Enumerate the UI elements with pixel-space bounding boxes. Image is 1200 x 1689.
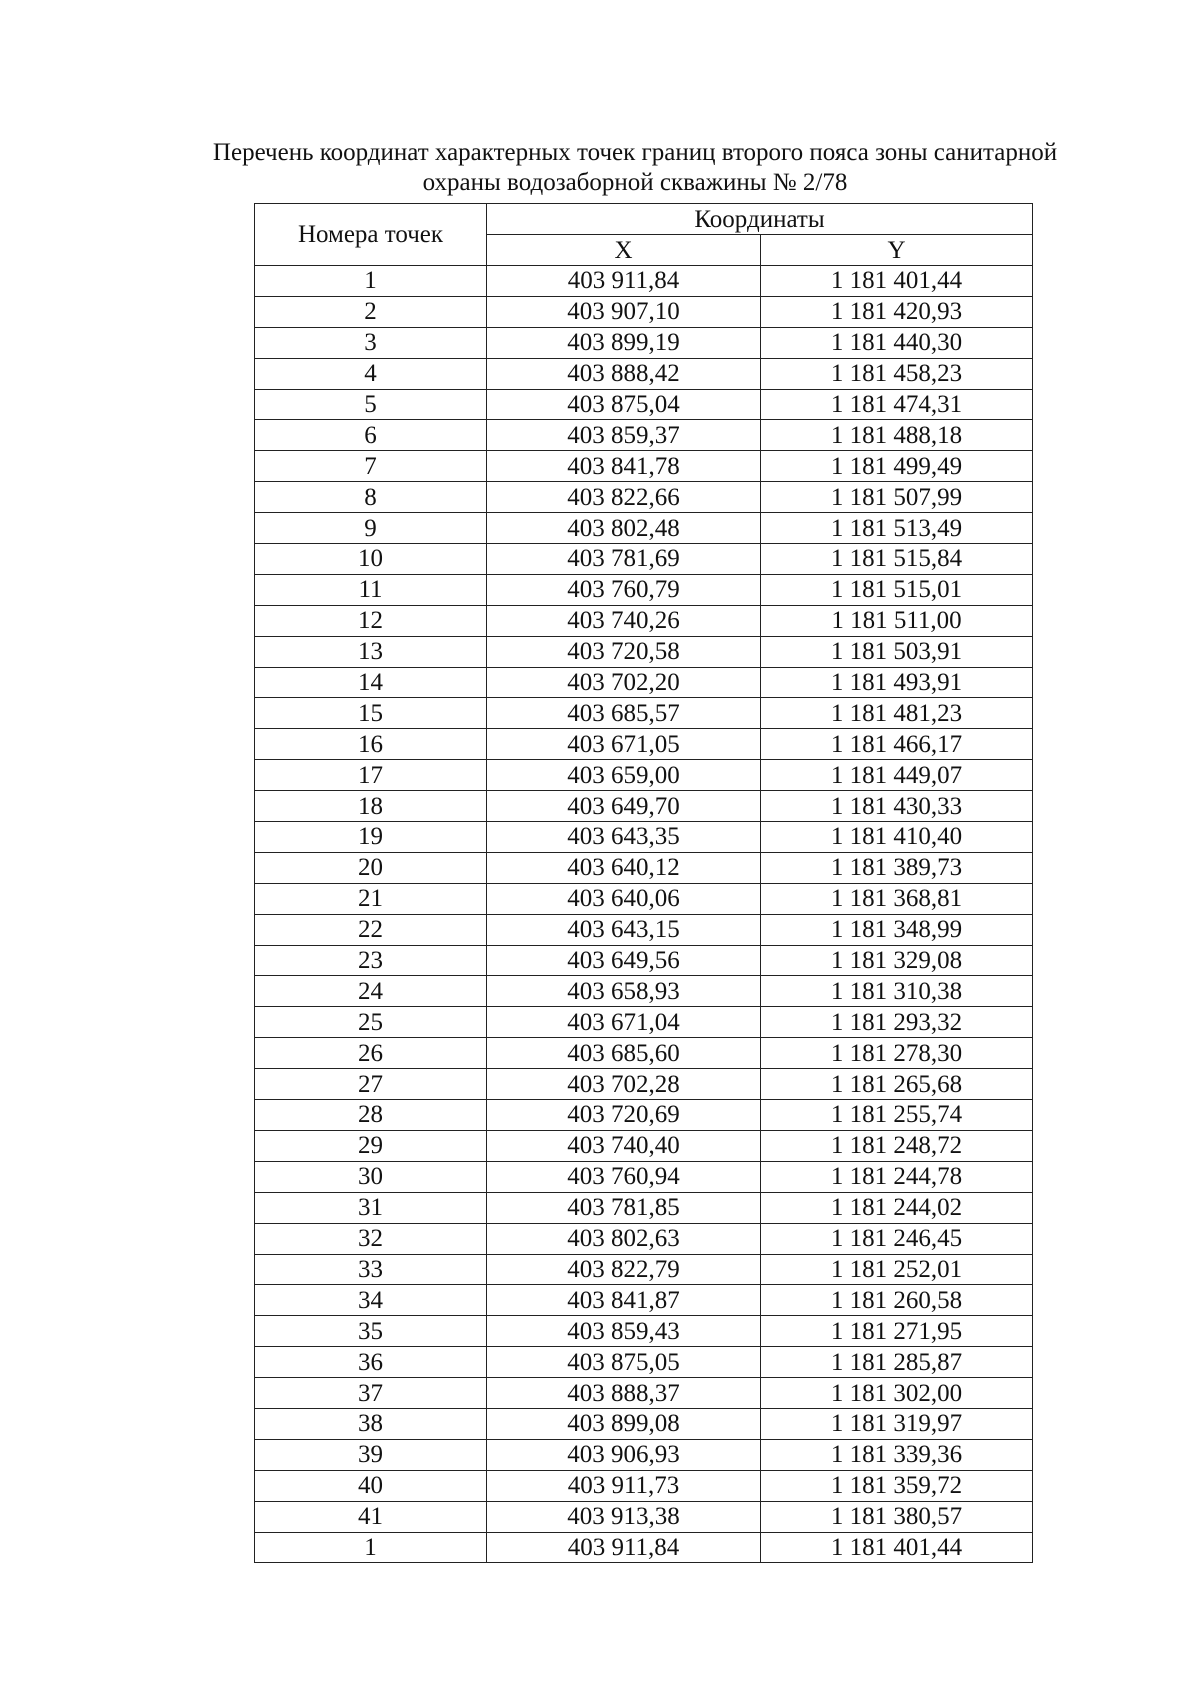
coord-y-cell: 1 181 511,00 [761, 605, 1033, 636]
table-row [255, 636, 1033, 667]
coord-x-cell: 403 841,78 [487, 451, 761, 482]
coord-y-cell: 1 181 401,44 [761, 266, 1033, 297]
coord-y-cell: 1 181 310,38 [761, 976, 1033, 1007]
coord-x-cell: 403 671,05 [487, 729, 761, 760]
coord-y-cell: 1 181 389,73 [761, 852, 1033, 883]
table-row [255, 791, 1033, 822]
table-row [255, 389, 1033, 420]
table-row [255, 976, 1033, 1007]
point-number-cell: 4 [255, 358, 487, 389]
coord-x-cell: 403 822,79 [487, 1254, 761, 1285]
coord-y-cell: 1 181 255,74 [761, 1100, 1033, 1131]
table-row [255, 1408, 1033, 1439]
point-number-cell: 31 [255, 1192, 487, 1223]
table-row [255, 1347, 1033, 1378]
coord-x-cell: 403 911,73 [487, 1470, 761, 1501]
title-line-2: охраны водозаборной скважины № 2/78 [422, 169, 848, 196]
title-line-1: Перечень координат характерных точек границ второго пояса зоны санитарной [212, 139, 1058, 166]
table-row [255, 1069, 1033, 1100]
table-row [255, 266, 1033, 297]
coord-x-cell: 403 802,48 [487, 513, 761, 544]
coord-x-cell: 403 888,42 [487, 358, 761, 389]
document-title [150, 138, 1120, 198]
coord-y-cell: 1 181 293,32 [761, 1007, 1033, 1038]
point-number-cell: 32 [255, 1223, 487, 1254]
point-number-cell: 20 [255, 852, 487, 883]
table-row [255, 420, 1033, 451]
table-row [255, 1439, 1033, 1470]
coord-y-cell: 1 181 265,68 [761, 1069, 1033, 1100]
point-number-cell: 15 [255, 698, 487, 729]
table-row [255, 1254, 1033, 1285]
coord-x-cell: 403 702,28 [487, 1069, 761, 1100]
table-row [255, 1223, 1033, 1254]
point-number-cell: 21 [255, 883, 487, 914]
point-number-cell: 12 [255, 605, 487, 636]
point-number-cell: 35 [255, 1316, 487, 1347]
coordinates-table [254, 203, 1033, 1563]
coord-y-cell: 1 181 244,78 [761, 1161, 1033, 1192]
point-number-cell: 24 [255, 976, 487, 1007]
coord-y-cell: 1 181 420,93 [761, 296, 1033, 327]
coord-x-cell: 403 911,84 [487, 266, 761, 297]
header-coordinates: Координаты [487, 204, 1033, 235]
point-number-cell: 17 [255, 760, 487, 791]
point-number-cell: 19 [255, 822, 487, 853]
point-number-cell: 39 [255, 1439, 487, 1470]
table-row [255, 914, 1033, 945]
table-row [255, 1501, 1033, 1532]
point-number-cell: 40 [255, 1470, 487, 1501]
coord-x-cell: 403 720,69 [487, 1100, 761, 1131]
point-number-cell: 2 [255, 296, 487, 327]
coord-x-cell: 403 659,00 [487, 760, 761, 791]
table-row [255, 544, 1033, 575]
point-number-cell: 34 [255, 1285, 487, 1316]
coord-y-cell: 1 181 329,08 [761, 945, 1033, 976]
point-number-cell: 18 [255, 791, 487, 822]
coord-y-cell: 1 181 271,95 [761, 1316, 1033, 1347]
point-number-cell: 23 [255, 945, 487, 976]
coord-x-cell: 403 911,84 [487, 1532, 761, 1563]
table-row [255, 698, 1033, 729]
coord-y-cell: 1 181 380,57 [761, 1501, 1033, 1532]
coord-y-cell: 1 181 430,33 [761, 791, 1033, 822]
coord-x-cell: 403 859,37 [487, 420, 761, 451]
point-number-cell: 41 [255, 1501, 487, 1532]
coord-x-cell: 403 643,35 [487, 822, 761, 853]
table-row [255, 1470, 1033, 1501]
coord-y-cell: 1 181 503,91 [761, 636, 1033, 667]
table-row [255, 513, 1033, 544]
coord-x-cell: 403 720,58 [487, 636, 761, 667]
point-number-cell: 11 [255, 574, 487, 605]
point-number-cell: 1 [255, 1532, 487, 1563]
point-number-cell: 13 [255, 636, 487, 667]
point-number-cell: 29 [255, 1130, 487, 1161]
coord-x-cell: 403 760,94 [487, 1161, 761, 1192]
table-row [255, 883, 1033, 914]
coord-x-cell: 403 702,20 [487, 667, 761, 698]
coord-y-cell: 1 181 302,00 [761, 1378, 1033, 1409]
coord-y-cell: 1 181 401,44 [761, 1532, 1033, 1563]
coord-y-cell: 1 181 246,45 [761, 1223, 1033, 1254]
table-row [255, 1007, 1033, 1038]
table-row [255, 1532, 1033, 1563]
coord-x-cell: 403 913,38 [487, 1501, 761, 1532]
coord-y-cell: 1 181 458,23 [761, 358, 1033, 389]
coord-y-cell: 1 181 474,31 [761, 389, 1033, 420]
coord-x-cell: 403 643,15 [487, 914, 761, 945]
table-row [255, 327, 1033, 358]
point-number-cell: 26 [255, 1038, 487, 1069]
coord-y-cell: 1 181 359,72 [761, 1470, 1033, 1501]
table-row [255, 822, 1033, 853]
coord-x-cell: 403 658,93 [487, 976, 761, 1007]
table-body [255, 266, 1033, 1563]
header-x: X [487, 235, 761, 266]
coord-x-cell: 403 760,79 [487, 574, 761, 605]
point-number-cell: 14 [255, 667, 487, 698]
coord-x-cell: 403 907,10 [487, 296, 761, 327]
table-row [255, 451, 1033, 482]
point-number-cell: 5 [255, 389, 487, 420]
coord-x-cell: 403 899,19 [487, 327, 761, 358]
coord-y-cell: 1 181 319,97 [761, 1408, 1033, 1439]
coord-x-cell: 403 875,04 [487, 389, 761, 420]
table-row [255, 482, 1033, 513]
coord-x-cell: 403 875,05 [487, 1347, 761, 1378]
coord-y-cell: 1 181 481,23 [761, 698, 1033, 729]
table-row [255, 1038, 1033, 1069]
coord-y-cell: 1 181 449,07 [761, 760, 1033, 791]
table-row [255, 605, 1033, 636]
coord-y-cell: 1 181 410,40 [761, 822, 1033, 853]
coord-x-cell: 403 899,08 [487, 1408, 761, 1439]
coord-x-cell: 403 888,37 [487, 1378, 761, 1409]
coord-x-cell: 403 859,43 [487, 1316, 761, 1347]
table-row [255, 945, 1033, 976]
coord-x-cell: 403 640,06 [487, 883, 761, 914]
table-row [255, 1130, 1033, 1161]
coord-y-cell: 1 181 368,81 [761, 883, 1033, 914]
table-row [255, 1316, 1033, 1347]
coord-y-cell: 1 181 493,91 [761, 667, 1033, 698]
coord-x-cell: 403 740,26 [487, 605, 761, 636]
table-row [255, 358, 1033, 389]
point-number-cell: 38 [255, 1408, 487, 1439]
point-number-cell: 6 [255, 420, 487, 451]
coord-y-cell: 1 181 285,87 [761, 1347, 1033, 1378]
coord-y-cell: 1 181 339,36 [761, 1439, 1033, 1470]
coord-y-cell: 1 181 515,84 [761, 544, 1033, 575]
table-row [255, 296, 1033, 327]
coord-y-cell: 1 181 260,58 [761, 1285, 1033, 1316]
coord-y-cell: 1 181 499,49 [761, 451, 1033, 482]
coord-y-cell: 1 181 488,18 [761, 420, 1033, 451]
table-row [255, 852, 1033, 883]
table-row [255, 1192, 1033, 1223]
coord-x-cell: 403 649,56 [487, 945, 761, 976]
point-number-cell: 1 [255, 266, 487, 297]
table-row [255, 667, 1033, 698]
point-number-cell: 28 [255, 1100, 487, 1131]
point-number-cell: 22 [255, 914, 487, 945]
table-row [255, 1378, 1033, 1409]
point-number-cell: 25 [255, 1007, 487, 1038]
table-row [255, 1161, 1033, 1192]
point-number-cell: 9 [255, 513, 487, 544]
point-number-cell: 33 [255, 1254, 487, 1285]
coord-x-cell: 403 781,69 [487, 544, 761, 575]
table-row [255, 729, 1033, 760]
coord-x-cell: 403 740,40 [487, 1130, 761, 1161]
coord-y-cell: 1 181 244,02 [761, 1192, 1033, 1223]
point-number-cell: 8 [255, 482, 487, 513]
coord-y-cell: 1 181 515,01 [761, 574, 1033, 605]
coord-y-cell: 1 181 278,30 [761, 1038, 1033, 1069]
coord-y-cell: 1 181 248,72 [761, 1130, 1033, 1161]
point-number-cell: 30 [255, 1161, 487, 1192]
table-row [255, 574, 1033, 605]
point-number-cell: 10 [255, 544, 487, 575]
coord-y-cell: 1 181 440,30 [761, 327, 1033, 358]
coord-x-cell: 403 822,66 [487, 482, 761, 513]
coord-x-cell: 403 841,87 [487, 1285, 761, 1316]
coord-x-cell: 403 685,57 [487, 698, 761, 729]
point-number-cell: 3 [255, 327, 487, 358]
coord-y-cell: 1 181 507,99 [761, 482, 1033, 513]
coord-y-cell: 1 181 348,99 [761, 914, 1033, 945]
point-number-cell: 16 [255, 729, 487, 760]
table-row [255, 760, 1033, 791]
coord-x-cell: 403 906,93 [487, 1439, 761, 1470]
point-number-cell: 37 [255, 1378, 487, 1409]
coord-x-cell: 403 671,04 [487, 1007, 761, 1038]
point-number-cell: 7 [255, 451, 487, 482]
coord-x-cell: 403 685,60 [487, 1038, 761, 1069]
header-y: Y [761, 235, 1033, 266]
coord-y-cell: 1 181 513,49 [761, 513, 1033, 544]
coord-y-cell: 1 181 466,17 [761, 729, 1033, 760]
header-points: Номера точек [255, 204, 487, 266]
coord-x-cell: 403 802,63 [487, 1223, 761, 1254]
coord-y-cell: 1 181 252,01 [761, 1254, 1033, 1285]
coord-x-cell: 403 781,85 [487, 1192, 761, 1223]
coord-x-cell: 403 649,70 [487, 791, 761, 822]
coord-x-cell: 403 640,12 [487, 852, 761, 883]
table-header [255, 204, 1033, 266]
table-row [255, 1100, 1033, 1131]
table-row [255, 1285, 1033, 1316]
point-number-cell: 36 [255, 1347, 487, 1378]
point-number-cell: 27 [255, 1069, 487, 1100]
